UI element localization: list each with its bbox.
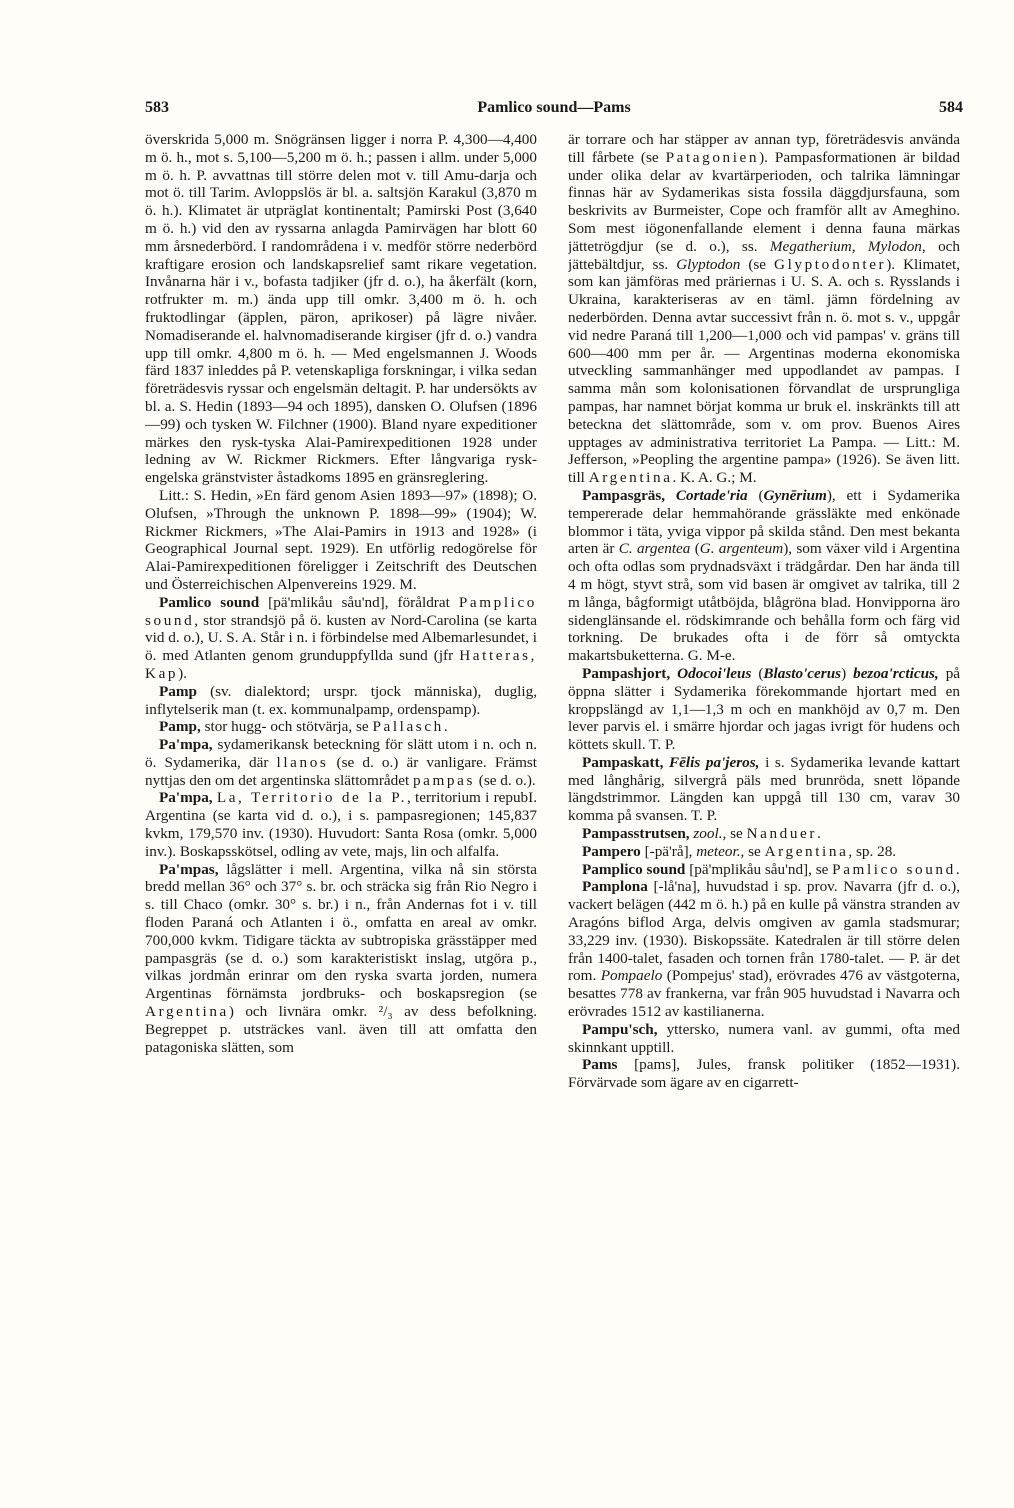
entry-headword: Pams [582,1056,618,1074]
signature: M. [399,575,417,593]
entry-pamplico-sound: Pamplico sound [pä'mplikåu såu'nd], se Pamlico sound. [582,860,960,878]
cross-reference: pampas [412,771,475,789]
cross-reference: Patagonien [665,148,760,166]
entry-headword: Pampu'sch, [582,1020,658,1038]
entry-pampa: Pa'mpa, sydamerikansk beteckning för slätt utom i n. och n. ö. Sydamerika, där llanos (se d. o.) är vanligare. Främst nyttjas den om det argentinska slättområdet pampas (se d. o.). [145,736,537,789]
signature: T. P. [649,736,676,754]
entry-pamp-2: Pamp, stor hugg- och stötvärja, se Pallasch. [159,718,448,736]
running-title: Pamlico sound—Pams [477,99,631,116]
entry-pampusch: Pampu'sch, yttersko, numera vanl. av gummi, ofta med skinnkant upptill. [568,1020,960,1056]
entry-pamlico-sound: Pamlico sound [pä'mlikåu såu'nd], föråldrat Pamplico sound, stor strandsjö på ö. kusten av Nord-Carolina (se karta vid d. o.), U. S. A. Står i n. i förbindelse med Albemarlesundet, i ö. med Atlanten genom grunduppfyllda sund (jfr Hatteras, Kap). [145,593,537,682]
pamir-continuation: överskrida 5,000 m. Snögränsen ligger i norra P. 4,300—4,400 m ö. h., mot s. 5,100—5,200 m ö. h.; passen i allm. under 5,000 m ö. h. P. avvattnas till större delen mot v. till Amu-darja och mot ö. till Tarim. Avloppslös är bl. a. saltsjön Karakul (3,870 m ö. h.). Klimatet är utpräglat kontinentalt; Pamirski Post (3,640 m ö. h.) vid den av ryssarna anlagda Pamirvägen har blott 60 mm årsnederbörd. I randområdena i v. medför större nederbörd kraftigare erosion och landskapsrelief samt rikare vegetation. Invånarna här i v., bofasta tadjiker (jfr d. o.), ha åkerfält (korn, rotfrukter m. m.) ända upp till omkr. 3,400 m ö. h. och fruktodlingar (äpplen, päron, aprikoser) på lägre nivåer. Nomadiserande el. halvnomadiserande kirgiser (jfr d. o.) vandra upp till omkr. 4,800 m ö. h. — Med engelsmannen J. Woods färd 1837 inleddes på P. vetenskapliga forskningar, i vilka sedan företrädesvis ryssar och engelsmän deltagit. P. har undersökts av bl. a. S. Hedin (1893—94 och 1895), dansken O. Olufsen (1896—99) och tysken W. Filchner (1900). Bland nyare expeditioner märkes den rysk-tyska Alai-Pamirexpeditionen 1928 under ledning av W. Rickmer Rickmers. Efter långvariga rysk-engelska gränstvister åstadkoms 1895 en gränsreglering. [145,131,537,487]
entry-headword: Pamp, [159,718,201,736]
left-column [145,131,537,1431]
entry-pams: Pams [pams], Jules, fransk politiker (1852—1931). Förvärvade som ägare av en cigarrett- [568,1056,960,1092]
page-header [145,99,963,121]
cross-reference: Pamplico sound [145,593,537,629]
entry-headword: Pampasstrutsen, [582,825,690,843]
pampas-continuation: är torrare och har stäpper av annan typ, företrädesvis använda till fårbete (se Patagonien). Pampasformationen är bildad under olika delar av kvartärperioden, och talrika lämningar finnas här av Sydamerikas sista fossila däggdjursfauna, som beskrivits av Burmeister, Cope och framför allt av Ameghino. Som mest iögonenfallande element i denna fauna märkas jättetrögdjur (se d. o.), ss. Megatherium, Mylodon, och jättebältdjur, ss. Glyptodon (se Glyptodonter). Klimatet, som kan jämföras med präriernas i U. S. A. och s. Rysslands i Ukraina, karakteriseras av en täml. jämn fördelning av nederbörden. Denna avtar successivt från n. ö. mot s. v., uppgår vid nedre Paraná till 1,200—1,000 och vid pampas' v. gräns till 600—400 mm per år. — Argentinas moderna ekonomiska utveckling sammanhänger med uppodlandet av pampas. I samma mån som kolonisationen förvandlat de ursprungliga pampas, har namnet börjat komma ur bruk el. inskränkts till att beteckna det slättområde, som v. om prov. Buenos Aires upptages av administrativa territoriet La Pampa. — Litt.: M. Jefferson, »Peopling the argentine pampa» (1926). Se även litt. till Argentina. K. A. G.; M. [568,131,960,487]
entry-pamplona: Pamplona [-lå'na], huvudstad i sp. prov. Navarra (jfr d. o.), vackert belägen (442 m ö. h.) på en kulle på vänstra stranden av Aragóns biflod Arga, delvis omgiven av gamla stadsmurar; 33,229 inv. (1930). Biskopssäte. Katedralen är till större delen från 1400-talet, fasaden och tornen från 1780-talet. — P. är det rom. Pompaelo (Pompejus' stad), erövrades 476 av västgoterna, besattes 778 av frankerna, var från 905 huvudstad i Navarra och erövrades 1512 av kastilianerna. [568,878,960,1021]
cross-reference: Pamlico sound [832,860,956,878]
entry-headword: Pampaskatt, [582,753,664,771]
cross-reference: Argentina [588,469,673,487]
cross-reference: Argentina [764,842,849,860]
entry-headword: Pa'mpa, [159,736,213,754]
signature: T. P. [690,807,718,825]
entry-pamp: Pamp (sv. dialektord; urspr. tjock människa), duglig, inflytelserik man (t. ex. kommunalpamp, ordenspamp). [145,682,537,718]
entry-headword: Pa'mpa, [159,789,213,807]
entry-headword: Pamp [159,682,197,700]
entry-headword: Pa'mpas, [159,860,219,878]
page-number-right: 584 [939,99,963,116]
signature: . K. A. G.; M. [672,469,757,487]
right-column [568,131,960,1431]
cross-reference: Pallasch [372,718,444,736]
entry-headword: Pamlico sound [159,593,260,611]
entry-pampaskatt: Pampaskatt, Fēlis pa'jeros, i s. Sydamerika levande kattart med långhårig, silvergrå päls med brunröda, snett löpande längdstrimmor. Längden kan uppgå till 130 cm, varav 30 komma på svansen. T. P. [568,753,960,825]
cross-reference: llanos [276,753,329,771]
entry-headword: Pampashjort, [582,664,671,682]
entry-headword: Pamplona [582,878,648,896]
cross-reference: Hatteras, Kap [145,647,537,682]
entry-pampero: Pampero [-pä'rå], meteor., se Argentina, sp. 28. [582,842,897,860]
entry-pampasstrutsen: Pampasstrutsen, zool., se Nanduer. [582,825,821,843]
signature: G. M-e. [687,647,736,665]
pamir-literature: Litt.: S. Hedin, »En färd genom Asien 1893—97» (1898); O. Olufsen, »Through the unknown P. 1898—99» (1904); W. Rickmer Rickmers, »The Alai-Pamirs in 1913 and 1928» (i Geographical Journal sept. 1929). En utförlig redogörelse för Alai-Pamirexpeditionen föreligger i Zeitschrift des Deutschen und Österreichischen Alpenvereins 1929. M. [145,486,537,593]
entry-headword: Pamplico sound [582,860,686,878]
cross-reference: La, Territorio de la P. [216,789,408,807]
entry-pampashjort: Pampashjort, Odocoi'leus (Blasto'cerus) bezoa'rcticus, på öppna slätter i Sydamerika förekommande hjortart med en kroppslängd av 1,1—1,3 m och en mankhöjd av 0,7 m. Den lever parvis el. i smärre hjordar och jagas ivrigt för hudens och köttets skull. T. P. [568,664,960,754]
page-number-left: 583 [145,99,169,116]
entry-pampasgras: Pampasgräs, Cortade'ria (Gynērium), ett i Sydamerika tempererade delar hemmahörande grässläkte med enkönade blommor i täta, yviga vippor på skilda stånd. Den mest bekanta arten är C. argentea (G. argenteum), som växer vild i Argentina och ofta odlas som prydnadsväxt i trädgårdar. Den har ända till 4 m högt, styvt strå, som vid basen är omgivet av talrika, till 2 m långa, bågformigt utåtböjda, blågröna blad. Honvipporna äro sidenglänsande el. rödskimrande och behålla form och färg vid torkning. De brukades ofta i de förr så omtyckta makartsbuketterna. G. M-e. [568,486,960,665]
cross-reference: Glyptodonter [774,255,887,273]
entry-headword: Pampero [582,842,641,860]
cross-reference: Argentina [145,1003,229,1021]
cross-reference: Nanduer [746,825,818,843]
entry-pampa-la: Pa'mpa, La, Territorio de la P., territorium i repubI. Argentina (se karta vid d. o.), i s. pampasregionen; 145,837 kvkm, 179,570 inv. (1930). Huvudort: Santa Rosa (omkr. 5,000 inv.). Boskapsskötsel, odling av vete, majs, lin och alfalfa. [145,789,537,860]
entry-pampas: Pa'mpas, lågslätter i mell. Argentina, vilka nå sin största bredd mellan 36° och 37° s. br. och sträcka sig från Rio Negro i s. till Chaco (omkr. 30° s. br.) i n., från Andernas fot i v. till floden Paraná och Atlanten i ö., omfatta en areal av omkr. 700,000 kvkm. Tidigare täckta av subtropiska grässtäpper med pampasgräs (se d. o.) som karakteristiskt inslag, utgöra p., vilkas jordmån erinrar om den ryska svarta jorden, numera Argentinas förnämsta jordbruks- och boskapsregion (se Argentina) och livnära omkr. ²/₃ av dess befolkning. Begreppet p. utsträckes vanl. även till att omfatta den patagoniska slätten, som [145,860,537,1056]
entry-headword: Pampasgräs, [582,486,666,504]
